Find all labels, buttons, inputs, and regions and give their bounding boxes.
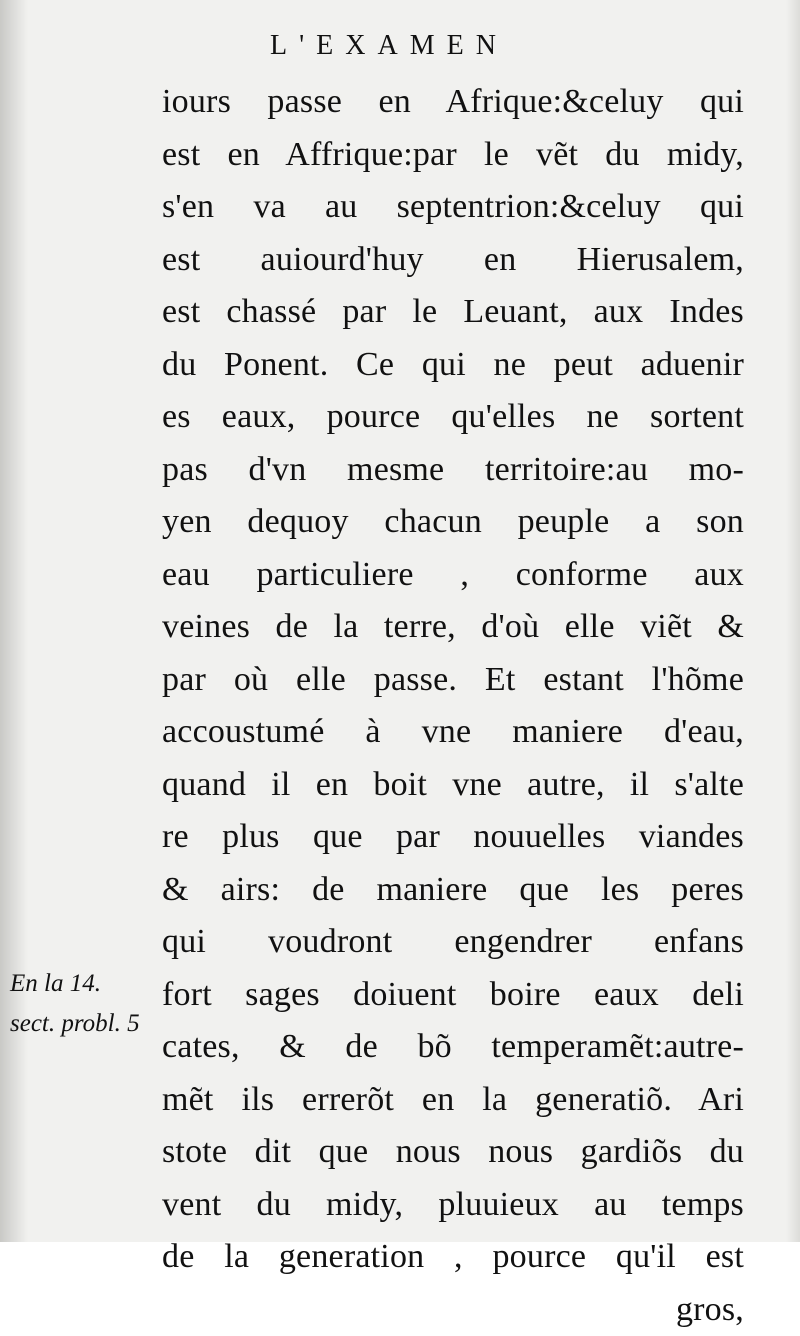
text-line: est auiourd'huy en Hierusalem, <box>162 234 744 287</box>
text-line: stote dit que nous nous gardiõs du <box>162 1126 744 1179</box>
text-line: fort sages doiuent boire eaux deli <box>162 969 744 1022</box>
text-line: es eaux, pource qu'elles ne sortent <box>162 391 744 444</box>
text-line: vent du midy, pluuieux au temps <box>162 1179 744 1232</box>
text-line: iours passe en Afrique:&celuy qui <box>162 76 744 129</box>
text-line: s'en va au septentrion:&celuy qui <box>162 181 744 234</box>
text-line: pas d'vn mesme territoire:au mo- <box>162 444 744 497</box>
catchword: gros, <box>162 1284 744 1336</box>
text-line: du Ponent. Ce qui ne peut aduenir <box>162 339 744 392</box>
page-edge-shadow-left <box>0 0 28 1242</box>
text-line: quand il en boit vne autre, il s'alte <box>162 759 744 812</box>
text-line: veines de la terre, d'où elle viẽt & <box>162 601 744 654</box>
text-line: de la generation , pource qu'il est <box>162 1231 744 1284</box>
text-line: est en Affrique:par le vẽt du midy, <box>162 129 744 182</box>
text-line: accoustumé à vne maniere d'eau, <box>162 706 744 759</box>
text-line: par où elle passe. Et estant l'hõme <box>162 654 744 707</box>
text-line: qui voudront engendrer enfans <box>162 916 744 969</box>
text-line: yen dequoy chacun peuple a son <box>162 496 744 549</box>
text-line: & airs: de maniere que les peres <box>162 864 744 917</box>
page-edge-shadow-right <box>786 0 800 1242</box>
running-title: L'EXAMEN <box>270 30 508 62</box>
margin-note: sect. probl. 5 <box>10 1004 140 1044</box>
text-line: eau particuliere , conforme aux <box>162 549 744 602</box>
margin-note: En la 14. <box>10 964 101 1004</box>
body-text <box>162 76 744 1336</box>
text-line: cates, & de bõ temperamẽt:autre- <box>162 1021 744 1074</box>
text-line: est chassé par le Leuant, aux Indes <box>162 286 744 339</box>
text-line: re plus que par nouuelles viandes <box>162 811 744 864</box>
text-line: mẽt ils errerõt en la generatiõ. Ari <box>162 1074 744 1127</box>
